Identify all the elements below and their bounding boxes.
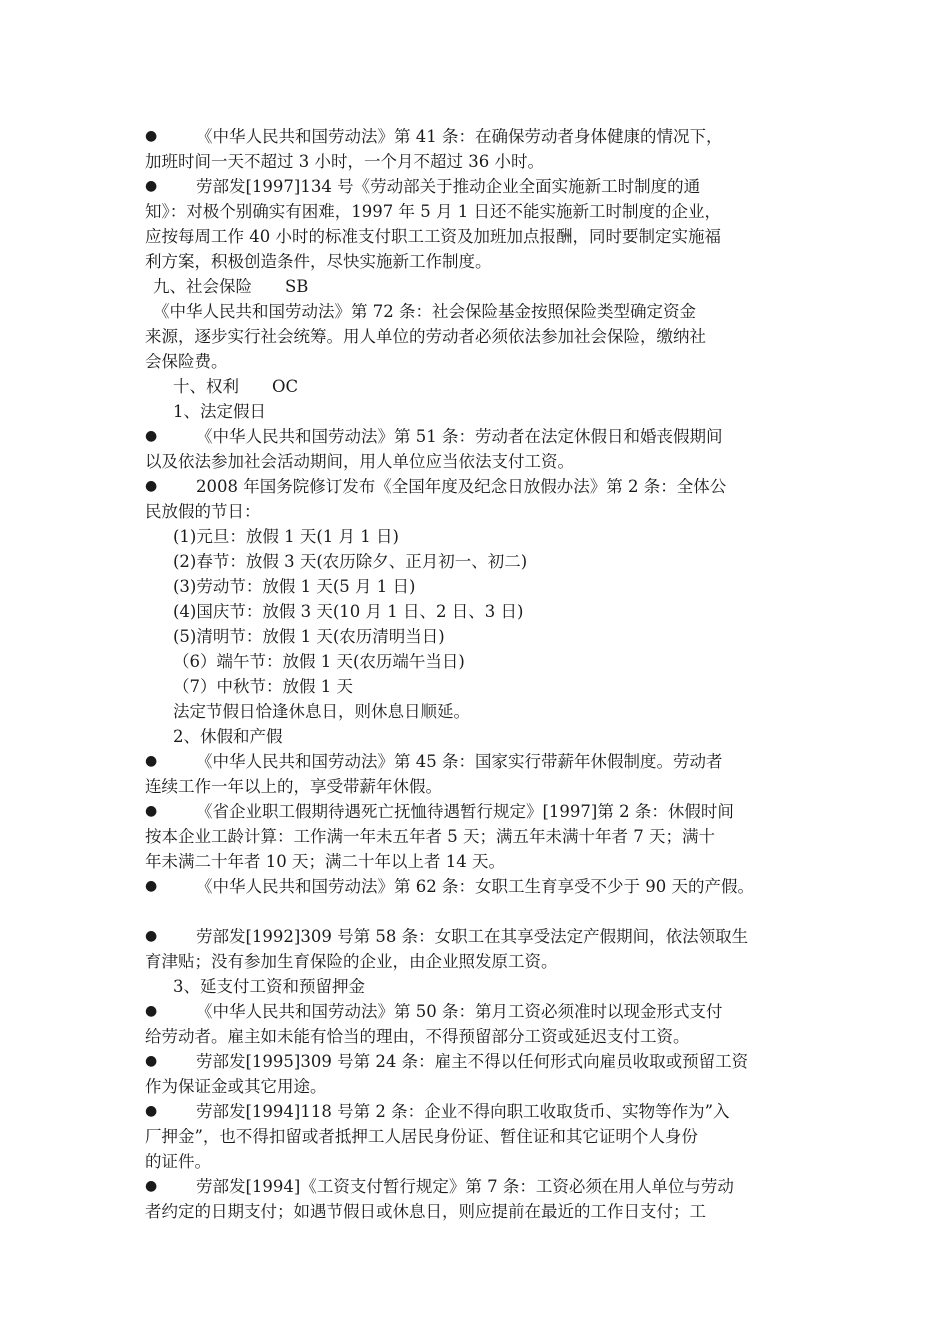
bullet-paragraph [145,474,815,499]
text-line: 劳部发[1997]134 号《劳动部关于推动企业全面实施新工时制度的通 [196,177,701,196]
text-line: 知》：对极个别确实有困难，1997 年 5 月 1 日还不能实施新工时制度的企业， [145,202,721,221]
bullet-paragraph [145,799,815,824]
text-line: 以及依法参加社会活动期间，用人单位应当依法支付工资。 [145,452,574,471]
text-line: 按本企业工龄计算：工作满一年未五年者 5 天；满五年未满十年者 7 天；满十 [145,827,715,846]
text-line: 者约定的日期支付；如遇节假日或休息日，则应提前在最近的工作日支付；工 [145,1202,706,1221]
bullet-paragraph [145,124,815,149]
bullet-paragraph [145,924,815,949]
text-line: 厂押金”，也不得扣留或者抵押工人居民身份证、暂住证和其它证明个人身份 [145,1127,698,1146]
bullet-icon: ● [145,128,158,144]
text-line: 应按每周工作 40 小时的标准支付职工工资及加班加点报酬，同时要制定实施福 [145,227,721,246]
text-line: 连续工作一年以上的，享受带薪年休假。 [145,777,442,796]
text-line: 《中华人民共和国劳动法》第 45 条：国家实行带薪年休假制度。劳动者 [196,752,723,771]
bullet-icon: ● [145,878,158,894]
text-line: 《中华人民共和国劳动法》第 51 条：劳动者在法定休假日和婚丧假期间 [196,427,723,446]
text-line: 民放假的节日： [145,502,261,521]
text-line: 利方案，积极创造条件，尽快实施新工作制度。 [145,252,492,271]
bullet-icon: ● [145,803,158,819]
list-item: (5)清明节：放假 1 天(农历清明当日) [173,627,445,646]
text-line: 加班时间一天不超过 3 小时，一个月不超过 36 小时。 [145,152,544,171]
bullet-paragraph [145,1174,815,1199]
list-item: (3)劳动节：放假 1 天(5 月 1 日) [173,577,416,596]
bullet-paragraph [145,874,815,899]
text-line: 《中华人民共和国劳动法》第 62 条：女职工生育享受不少于 90 天的产假。 [196,877,754,896]
section-heading: 九、社会保险 SB [153,277,309,296]
bullet-icon: ● [145,753,158,769]
text-line: 作为保证金或其它用途。 [145,1077,327,1096]
blank-line [145,899,815,924]
bullet-paragraph [145,1049,815,1074]
subsection-heading: 1、法定假日 [173,402,266,421]
text-line: 劳部发[1994]《工资支付暂行规定》第 7 条：工资必须在用人单位与劳动 [196,1177,734,1196]
bullet-paragraph [145,749,815,774]
text-line: 给劳动者。雇主如未能有恰当的理由，不得预留部分工资或延迟支付工资。 [145,1027,690,1046]
text-line: 年未满二十年者 10 天；满二十年以上者 14 天。 [145,852,505,871]
list-item: (1)元旦：放假 1 天(1 月 1 日) [173,527,399,546]
bullet-icon: ● [145,928,158,944]
text-line: 法定节假日恰逢休息日，则休息日顺延。 [173,702,470,721]
list-item: (2)春节：放假 3 天(农历除夕、正月初一、初二) [173,552,528,571]
text-line: 《中华人民共和国劳动法》第 72 条：社会保险基金按照保险类型确定资金 [153,302,696,321]
text-line: 育津贴；没有参加生育保险的企业，由企业照发原工资。 [145,952,558,971]
bullet-icon: ● [145,178,158,194]
list-item: （6）端午节：放假 1 天(农历端午当日) [173,652,465,671]
bullet-paragraph [145,174,815,199]
bullet-icon: ● [145,1178,158,1194]
document-body [145,124,815,1224]
list-item: (4)国庆节：放假 3 天(10 月 1 日、2 日、3 日) [173,602,524,621]
text-line: 《中华人民共和国劳动法》第 41 条：在确保劳动者身体健康的情况下， [196,127,723,146]
bullet-icon: ● [145,1053,158,1069]
list-item: （7）中秋节：放假 1 天 [173,677,353,696]
subsection-heading: 2、休假和产假 [173,727,283,746]
text-line: 会保险费。 [145,352,228,371]
subsection-heading: 3、延支付工资和预留押金 [173,977,365,996]
bullet-icon: ● [145,1003,158,1019]
text-line: 2008 年国务院修订发布《全国年度及纪念日放假办法》第 2 条：全体公 [196,477,727,496]
bullet-icon: ● [145,478,158,494]
text-line: 来源，逐步实行社会统筹。用人单位的劳动者必须依法参加社会保险，缴纳社 [145,327,706,346]
bullet-paragraph [145,999,815,1024]
text-line: 劳部发[1992]309 号第 58 条：女职工在其享受法定产假期间，依法领取生 [196,927,749,946]
bullet-paragraph [145,424,815,449]
text-line: 《中华人民共和国劳动法》第 50 条：第月工资必须准时以现金形式支付 [196,1002,723,1021]
text-line: 劳部发[1995]309 号第 24 条：雇主不得以任何形式向雇员收取或预留工资 [196,1052,749,1071]
text-line: 劳部发[1994]118 号第 2 条：企业不得向职工收取货币、实物等作为”入 [196,1102,730,1121]
section-heading: 十、权利 OC [173,377,299,396]
bullet-paragraph [145,1099,815,1124]
text-line: 《省企业职工假期待遇死亡抚恤待遇暂行规定》[1997]第 2 条：休假时间 [196,802,734,821]
bullet-icon: ● [145,428,158,444]
bullet-icon: ● [145,1103,158,1119]
text-line: 的证件。 [145,1152,211,1171]
